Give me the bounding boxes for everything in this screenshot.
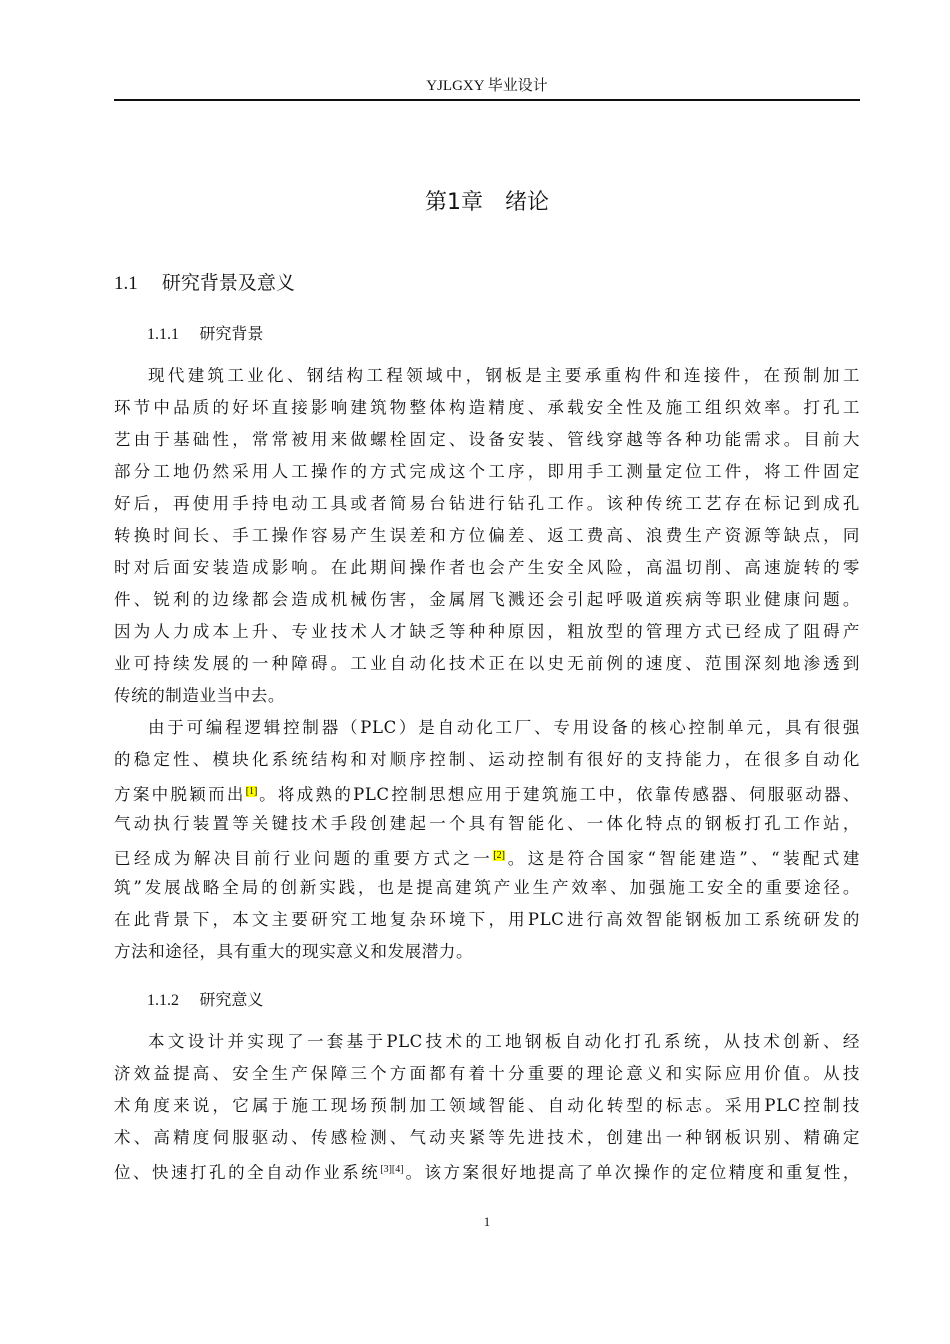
body-line: 环节中品质的好坏直接影响建筑物整体构造精度、承载安全性及施工组织效率。打孔工 (114, 398, 860, 417)
body-line: 艺由于基础性，常常被用来做螺栓固定、设备安装、管线穿越等各种功能需求。目前大 (114, 430, 860, 449)
section-heading (114, 269, 295, 298)
chapter-title: 第1章 绪论 (425, 190, 549, 215)
body-line: 部分工地仍然采用人工操作的方式完成这个工序，即用手工测量定位工件，将工件固定 (114, 462, 860, 481)
subsection-title: 研究意义 (199, 990, 264, 1009)
body-line: 气动执行装置等关键技术手段创建起一个具有智能化、一体化特点的钢板打孔工作站， (114, 814, 860, 833)
body-line: 现代建筑工业化、钢结构工程领域中，钢板是主要承重构件和连接件，在预制加工 (148, 366, 860, 385)
body-line (114, 844, 860, 868)
subsection-heading-significance (147, 987, 263, 1014)
body-line: 因为人力成本上升、专业技术人才缺乏等种种原因，粗放型的管理方式已经成了阻碍产 (114, 622, 860, 641)
citation-1: [1] (245, 786, 258, 797)
subsection-number: 1.1.2 (147, 992, 179, 1009)
body-line: 件、锐利的边缘都会造成机械伤害，金属屑飞溅还会引起呼吸道疾病等职业健康问题。 (114, 590, 860, 609)
body-line: 由于可编程逻辑控制器（PLC）是自动化工厂、专用设备的核心控制单元，具有很强 (148, 718, 860, 737)
header-rule (114, 99, 860, 101)
citation-3-4: [3][4] (380, 1164, 404, 1175)
body-text: 。该方案很好地提高了单次操作的定位精度和重复性， (403, 1163, 860, 1182)
body-line (114, 1158, 860, 1182)
body-text: 已经成为解决目前行业问题的重要方式之一 (114, 849, 494, 868)
body-line: 本文设计并实现了一套基于PLC技术的工地钢板自动化打孔系统，从技术创新、经 (148, 1032, 860, 1051)
body-line: 方法和途径，具有重大的现实意义和发展潜力。 (114, 942, 474, 961)
body-line: 济效益提高、安全生产保障三个方面都有着十分重要的理论意义和实际应用价值。从技 (114, 1064, 860, 1083)
body-line: 传统的制造业当中去。 (114, 686, 285, 705)
body-line: 术角度来说，它属于施工现场预制加工领域智能、自动化转型的标志。采用PLC控制技 (114, 1096, 860, 1115)
body-text: 。这是符合国家“智能建造”、“装配式建 (504, 849, 860, 868)
body-line: 时对后面安装造成影响。在此期间操作者也会产生安全风险，高温切削、高速旋转的零 (114, 558, 860, 577)
page-number: 1 (483, 1214, 491, 1229)
body-text: 。将成熟的PLC控制思想应用于建筑施工中，依靠传感器、伺服驱动器、 (257, 785, 860, 804)
body-line: 转换时间长、手工操作容易产生误差和方位偏差、返工费高、浪费生产资源等缺点，同 (114, 526, 860, 545)
body-line: 术、高精度伺服驱动、传感检测、气动夹紧等先进技术，创建出一种钢板识别、精确定 (114, 1128, 860, 1147)
citation-2: [2] (493, 850, 505, 861)
section-title: 研究背景及意义 (161, 272, 295, 294)
body-line: 的稳定性、模块化系统结构和对顺序控制、运动控制有很好的支持能力，在很多自动化 (114, 750, 860, 769)
subsection-title: 研究背景 (199, 324, 264, 343)
section-number: 1.1 (114, 273, 138, 294)
body-text: 方案中脱颖而出 (114, 785, 246, 804)
subsection-heading-background (147, 321, 263, 348)
body-line: 业可持续发展的一种障碍。工业自动化技术正在以史无前例的速度、范围深刻地渗透到 (114, 654, 860, 673)
page-header: YJLGXY 毕业设计 (426, 78, 548, 94)
body-line: 筑”发展战略全局的创新实践，也是提高建筑产业生产效率、加强施工安全的重要途径。 (114, 878, 860, 897)
body-line (114, 780, 860, 804)
subsection-number: 1.1.1 (147, 326, 179, 343)
body-line: 在此背景下，本文主要研究工地复杂环境下，用PLC进行高效智能钢板加工系统研发的 (114, 910, 860, 929)
body-text: 位、快速打孔的全自动作业系统 (114, 1163, 381, 1182)
body-line: 好后，再使用手持电动工具或者简易台钻进行钻孔工作。该种传统工艺存在标记到成孔 (114, 494, 860, 513)
